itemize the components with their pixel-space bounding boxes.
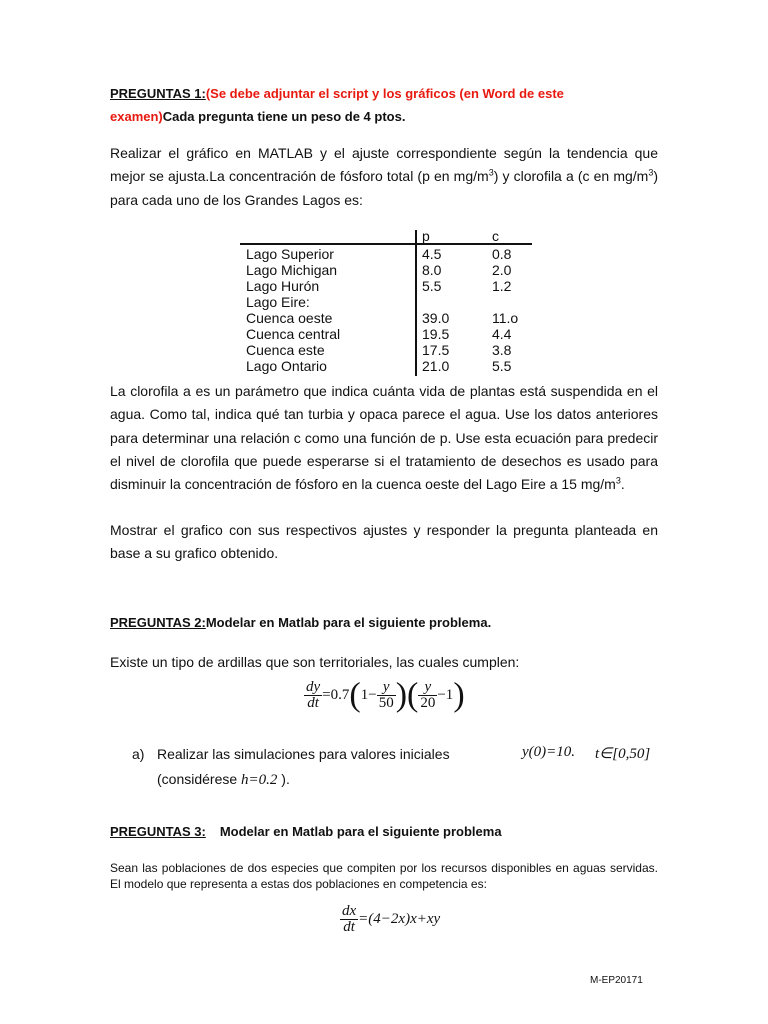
eq-lhs-num: dy [306,679,321,695]
row-c: 4.4 [492,326,512,342]
eq3-lhs-fraction [340,904,358,935]
row-lake: Lago Superior [246,246,334,262]
q1-intro-sup1: 3 [488,167,494,178]
row-lake: Lago Eire: [246,294,310,310]
q2-intro: Existe un tipo de ardillas que son territoriales, las cuales cumplen: [110,654,520,670]
q1-intro [110,142,658,212]
eq-coef: =0.7 [322,687,350,703]
row-p: 19.5 [422,326,450,342]
table-header-p: p [422,228,430,244]
q1-para2-b: . [620,476,625,493]
q2-consider [157,768,290,792]
eq3-lhs-den: dt [343,919,355,935]
eq3-lhs-num: dx [342,903,357,919]
row-c: 11.o [492,310,519,326]
table-column-rule [415,230,417,376]
row-c: 1.2 [492,278,512,294]
q2-consider-a: (considérese [157,771,242,787]
eq-minus-one: −1 [437,687,454,703]
row-c: 2.0 [492,262,512,278]
q1-red-note-1: (Se debe adjuntar el script y los gráficos (en Word de este [205,86,564,101]
row-lake: Cuenca oeste [246,310,333,326]
q3-intro: Sean las poblaciones de dos especies que compiten por los recursos disponibles en aguas servidas. El modelo que representa a estas dos poblaciones en competencia es: [110,861,658,891]
paren-open: ( [349,676,361,714]
q2-consider-b: ). [277,771,290,787]
q1-intro-c: ) para cada uno de los Grandes Lagos es: [110,168,659,208]
q3-heading-block [110,820,658,843]
q1-heading-block [110,82,658,128]
eq-f2 [418,680,437,711]
q2-equation [304,676,465,714]
row-c: 0.8 [492,246,512,262]
q1-para2-sup: 3 [615,475,621,486]
q3-title: Modelar en Matlab para el siguiente problema [219,824,502,839]
q1-paragraph-2 [110,380,658,496]
row-lake: Lago Hurón [246,278,320,294]
eq-lhs-den: dt [307,695,319,711]
q1-para2-a: La clorofila a es un parámetro que indica cuánta vida de plantas está suspendida en el agua. Como tal, indica qué tan turbia y opaca parece el agua. Use los datos anteriores para determinar una relación c como una función de p. Use esta ecuación para predecir el nivel de clorofila que puede esperarse si el tratamiento de desechos es usado para disminuir la concentración de fósforo en la cuenca oeste del Lago Eire a 15 mg/m [110,383,658,493]
q2-item-text: Realizar las simulaciones para valores iniciales [157,746,450,762]
row-lake: Cuenca central [246,326,341,342]
eq-one: 1− [360,687,377,703]
q3-equation [340,904,440,935]
row-p: 21.0 [422,358,450,374]
q2-initial-condition: y(0)=10. [522,744,576,760]
eq-f2-num: y [418,680,437,696]
table-header-rule [240,243,532,245]
row-p: 5.5 [422,278,442,294]
eq-f1-num: y [377,680,396,696]
q2-item-label: a) [132,746,145,762]
q2-heading: PREGUNTAS 2: [110,615,206,630]
row-c: 5.5 [492,358,512,374]
paren-close: ) [395,676,408,714]
paren-open-2: ( [407,676,419,714]
q3-heading: PREGUNTAS 3: [110,824,206,839]
row-p: 4.5 [422,246,442,262]
page-footer-code: M-EP20171 [590,975,643,986]
eq3-rhs: =(4−2x)x+xy [358,911,441,927]
row-lake: Lago Ontario [246,358,327,374]
q2-title: Modelar en Matlab para el siguiente problema. [205,615,492,630]
row-lake: Lago Michigan [246,262,338,278]
row-p: 39.0 [422,310,450,326]
row-p: 17.5 [422,342,450,358]
eq-f1 [377,680,396,711]
row-p: 8.0 [422,262,442,278]
q1-weight-note: Cada pregunta tiene un peso de 4 ptos. [162,109,406,124]
paren-close-2: ) [453,676,465,714]
q1-intro-sup2: 3 [648,167,654,178]
q2-interval: t∈[0,50] [595,746,651,762]
table-header-c: c [492,228,499,244]
q2-heading-block [110,611,658,634]
eq-f1-den: 50 [378,695,394,711]
q1-intro-a: Realizar el gráfico en MATLAB y el ajuste correspondiente según la tendencia que mejor se ajusta.La concentración de fósforo total (p en mg/m [110,145,658,185]
lakes-table [240,230,532,376]
row-c: 3.8 [492,342,512,358]
q1-paragraph-3: Mostrar el grafico con sus respectivos ajustes y responder la pregunta planteada en base a su grafico obtenido. [110,522,658,562]
q1-heading: PREGUNTAS 1: [110,86,206,101]
eq-f2-den: 20 [420,695,436,711]
row-lake: Cuenca este [246,342,325,358]
eq-lhs-fraction [304,680,322,711]
q2-consider-h: h=0.2 [241,772,278,788]
q1-red-note-2: examen) [110,109,163,124]
q1-intro-b: ) y clorofila a (c en mg/m [493,168,649,185]
